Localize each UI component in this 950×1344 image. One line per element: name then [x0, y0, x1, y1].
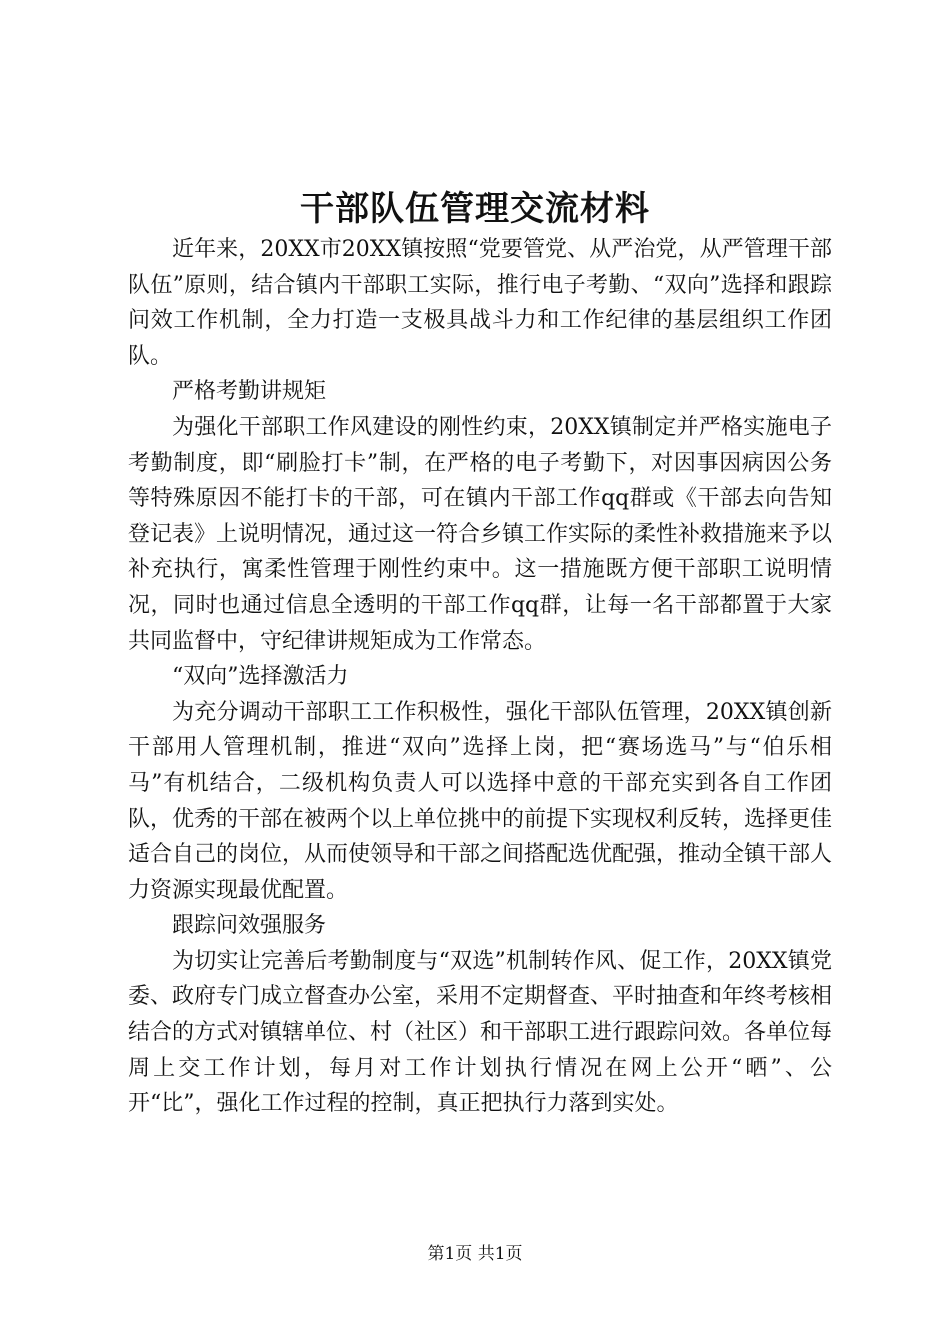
- page-number-footer: 第1页 共1页: [427, 1244, 523, 1264]
- follow-up-paragraph: 为切实让完善后考勤制度与“双选”机制转作风、促工作，20XX镇党委、政府专门成立督查办公室，采用不定期督查、平时抽查和年终考核相结合的方式对镇辖单位、村（社区）和干部职工进行跟踪问效。各单位每周上交工作计划，每月对工作计划执行情况在网上公开“晒”、公开“比”，强化工作过程的控制，真正把执行力落到实处。: [128, 948, 833, 1117]
- intro-paragraph: 近年来，20XX市20XX镇按照“党要管党、从严治党，从严管理干部队伍”原则，结合镇内干部职工实际，推行电子考勤、“双向”选择和跟踪问效工作机制，全力打造一支极具战斗力和工作纪律的基层组织工作团队。: [128, 237, 832, 369]
- section-heading-attendance: 严格考勤讲规矩: [172, 379, 327, 405]
- document-body: [128, 232, 832, 1122]
- section-heading-two-way-selection: “双向”选择激活力: [172, 664, 349, 690]
- two-way-selection-paragraph: 为充分调动干部职工工作积极性，强化干部队伍管理，20XX镇创新干部用人管理机制，推进“双向”选择上岗，把“赛场选马”与“伯乐相马”有机结合，二级机构负责人可以选择中意的干部充实到各自工作团队，优秀的干部在被两个以上单位挑中的前提下实现权利反转，选择更佳适合自己的岗位，从而使领导和干部之间搭配选优配强，推动全镇干部人力资源实现最优配置。: [128, 699, 833, 903]
- attendance-paragraph: 为强化干部职工作风建设的刚性约束，20XX镇制定并严格实施电子考勤制度，即“刷脸打卡”制，在严格的电子考勤下，对因事因病因公务等特殊原因不能打卡的干部，可在镇内干部工作qq群或《干部去向告知登记表》上说明情况，通过这一符合乡镇工作实际的柔性补救措施来予以补充执行，寓柔性管理于刚性约束中。这一措施既方便干部职工说明情况，同时也通过信息全透明的干部工作qq群，让每一名干部都置于大家共同监督中，守纪律讲规矩成为工作常态。: [128, 414, 833, 654]
- document-title: 干部队伍管理交流材料: [300, 189, 650, 229]
- section-heading-follow-up: 跟踪问效强服务: [172, 913, 327, 939]
